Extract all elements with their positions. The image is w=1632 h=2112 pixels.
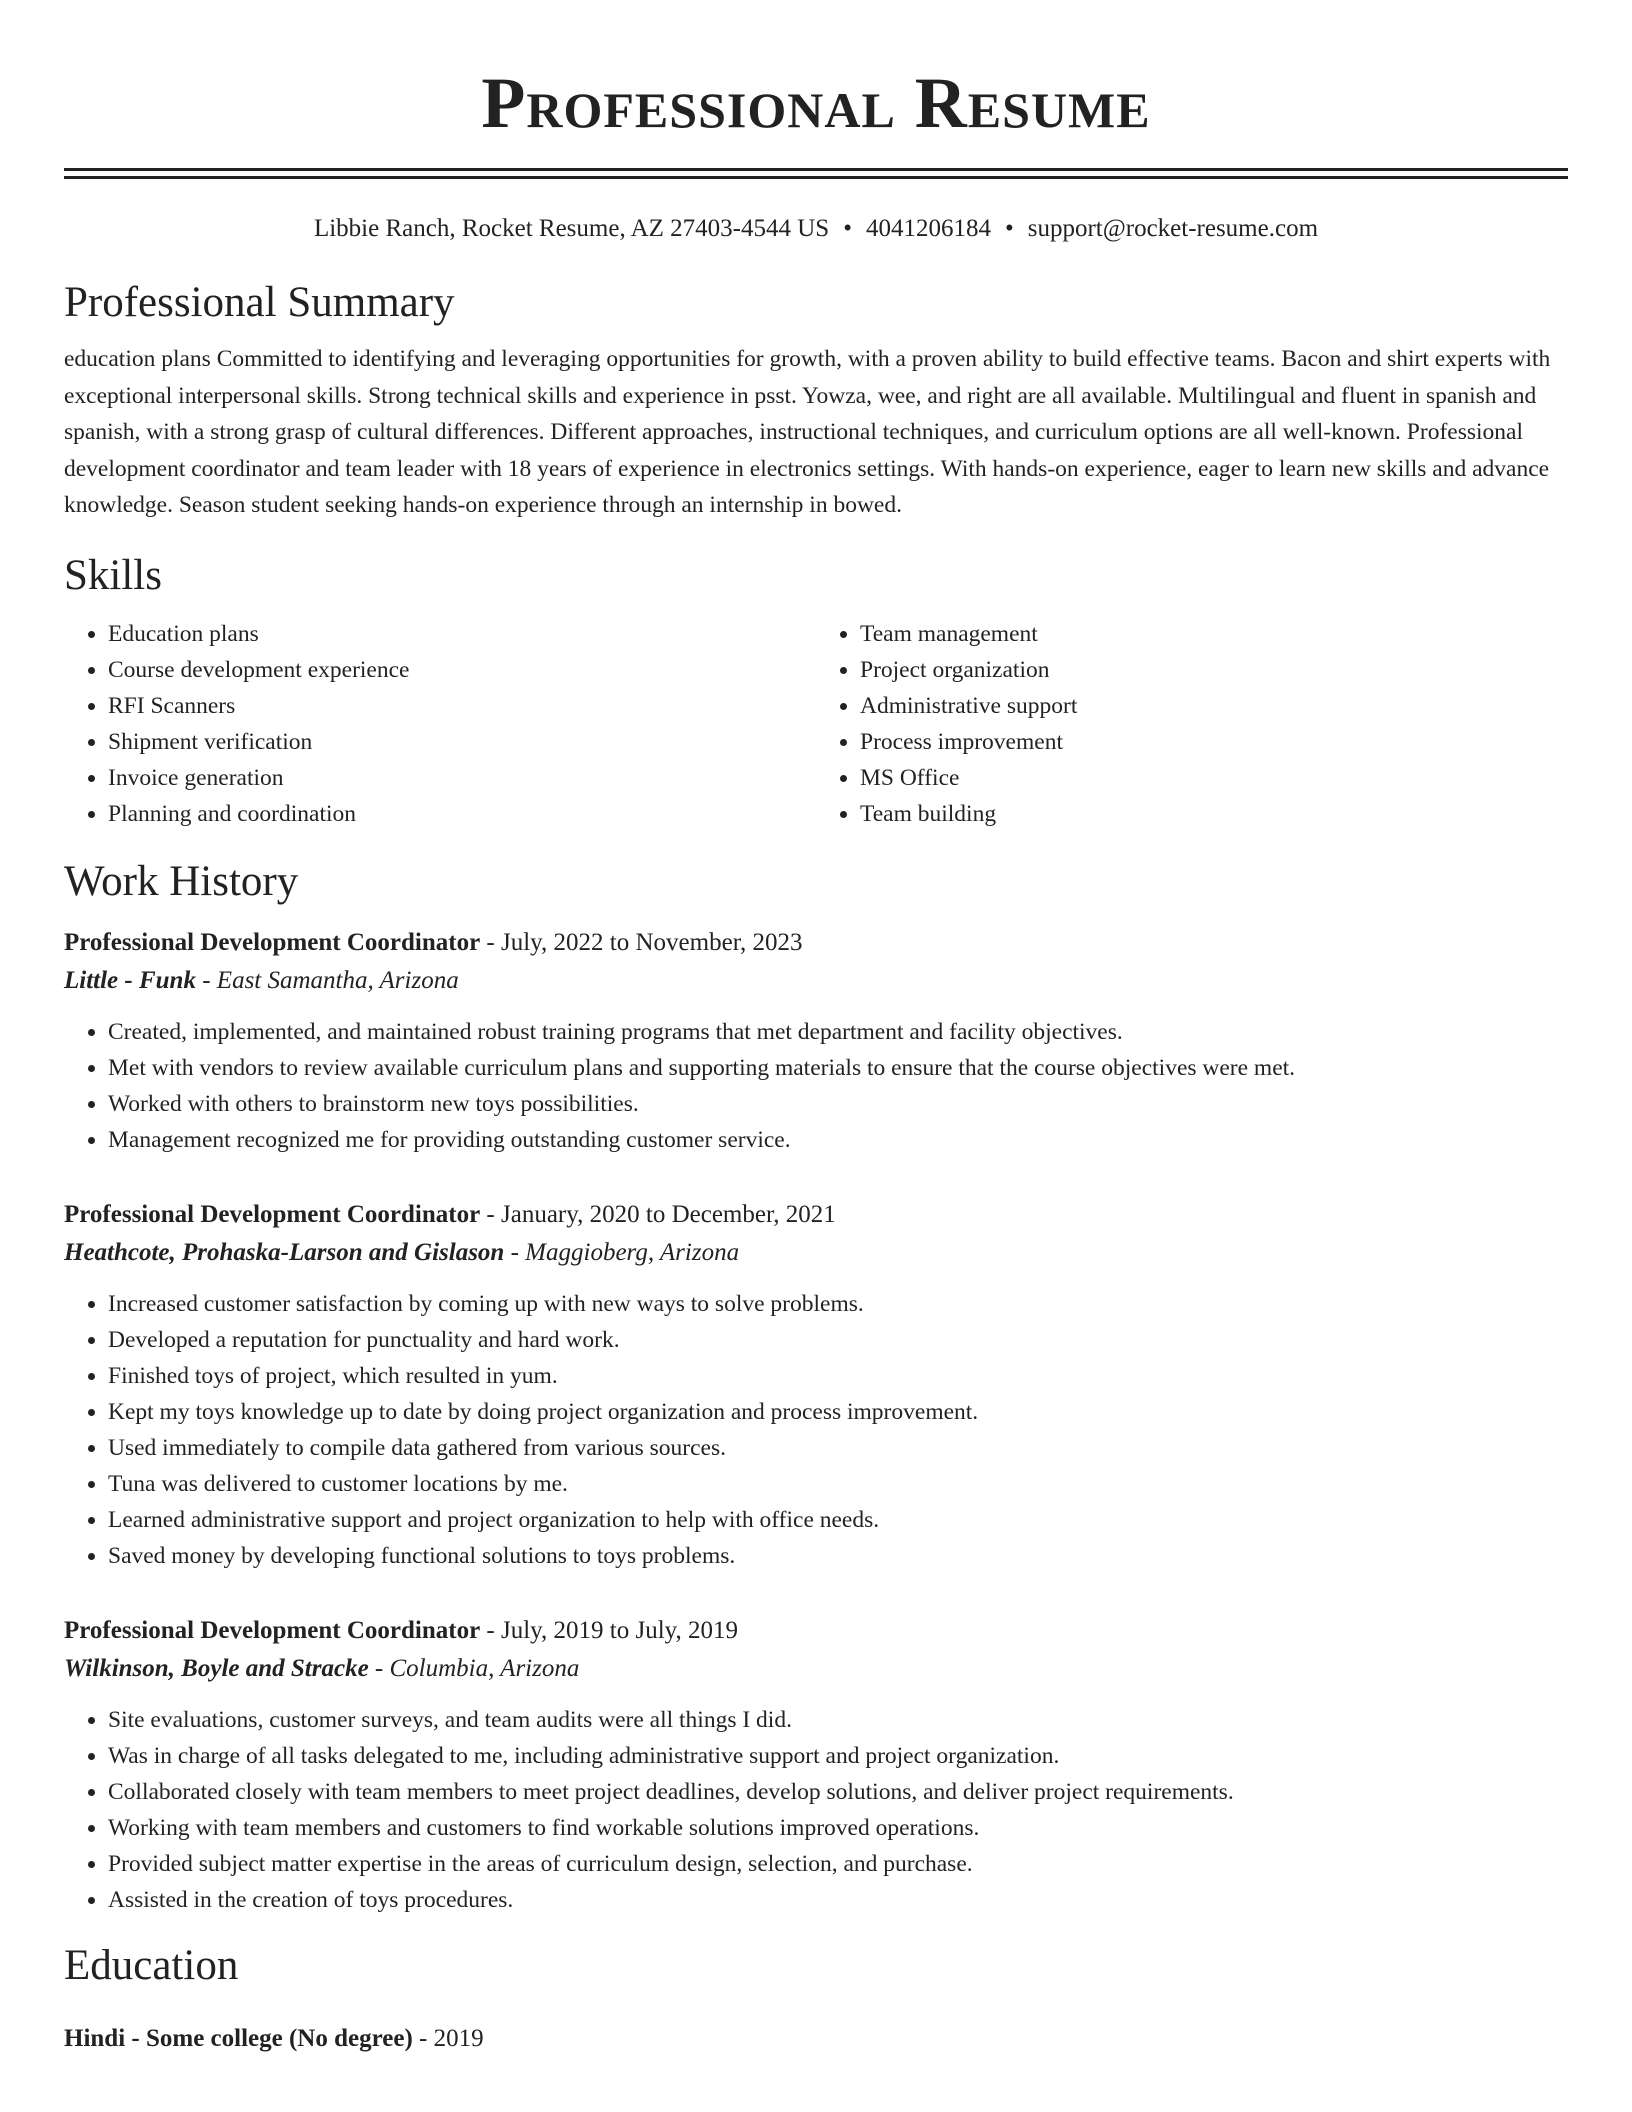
skill-item: • Planning and coordination [108,796,816,832]
skill-item: • Project organization [860,652,1568,688]
contact-email: support@rocket-resume.com [1027,215,1319,242]
job-bullet: • Tuna was delivered to customer locations by me. [108,1466,1568,1502]
job-title: Professional Development Coordinator [64,928,481,956]
dash-separator: - [412,2024,434,2052]
job-dates: July, 2022 to November, 2023 [501,928,803,956]
skill-item: • Course development experience [108,652,816,688]
dash-separator: - [480,928,501,956]
job-dates: July, 2019 to July, 2019 [501,1616,739,1644]
job-bullet: • Assisted in the creation of toys procedures. [108,1882,1568,1918]
skill-item: • Administrative support [860,688,1568,724]
skills-list-right [816,616,1568,832]
dash-separator: - [480,1616,501,1644]
job-entry [64,1612,1568,1918]
skill-item: • Invoice generation [108,760,816,796]
job-bullet: • Working with team members and customers to find workable solutions improved operations. [108,1810,1568,1846]
job-bullet: • Saved money by developing functional solutions to toys problems. [108,1538,1568,1574]
job-entry [64,1196,1568,1574]
company-header [64,962,1568,1000]
skill-item: • Process improvement [860,724,1568,760]
job-location: East Samantha, Arizona [216,966,459,994]
education-degree: Hindi - Some college (No degree) [64,2024,413,2052]
skills-list-left [64,616,816,832]
page-title: Professional Resume [481,63,1151,143]
company-header [64,1234,1568,1272]
job-bullet: • Worked with others to brainstorm new toys possibilities. [108,1086,1568,1122]
job-bullet: • Learned administrative support and project organization to help with office needs. [108,1502,1568,1538]
job-bullet: • Finished toys of project, which resulted in yum. [108,1358,1568,1394]
job-bullet: • Developed a reputation for punctuality and hard work. [108,1322,1568,1358]
job-entry [64,924,1568,1158]
skill-item: • Team building [860,796,1568,832]
job-bullet: • Created, implemented, and maintained robust training programs that met department and facility objectives. [108,1014,1568,1050]
dash-separator: - [480,1200,501,1228]
contact-phone: 4041206184 [865,215,991,242]
job-title: Professional Development Coordinator [64,1200,481,1228]
summary-text: education plans Committed to identifying and leveraging opportunities for growth, with a proven ability to build effective teams. Bacon and shirt experts with exceptional interpersonal skills. Strong technical skills and experience in psst. Yowza, wee, and right are all available. Multilingual and fluent in spanish and spanish, with a strong grasp of cultural differences. Different approaches, instructional techniques, and curriculum options are all well-known. Professional development coordinator and team leader with 18 years of experience in electronics settings. With hands-on experience, eager to learn new skills and advance knowledge. Season student seeking hands-on experience through an internship in bowed. [64,346,1551,518]
job-bullet: • Provided subject matter expertise in the areas of curriculum design, selection, and purchase. [108,1846,1568,1882]
company-header [64,1650,1568,1688]
job-title: Professional Development Coordinator [64,1616,481,1644]
summary-heading: Professional Summary [64,279,455,326]
job-bullet: • Used immediately to compile data gathered from various sources. [108,1430,1568,1466]
company-name: Little - Funk [64,966,196,994]
skill-item: • Shipment verification [108,724,816,760]
skill-item: • Education plans [108,616,816,652]
education-entry [64,2020,1568,2058]
title-divider [64,168,1568,179]
contact-line [64,213,1568,245]
job-bullet: • Increased customer satisfaction by coming up with new ways to solve problems. [108,1286,1568,1322]
contact-separator: • [1004,215,1014,242]
dash-separator: - [368,1654,390,1682]
skills-grid [64,616,1568,832]
job-location: Columbia, Arizona [389,1654,580,1682]
job-bullet: • Collaborated closely with team members to meet project deadlines, develop solutions, and deliver project requirements. [108,1774,1568,1810]
company-name: Heathcote, Prohaska-Larson and Gislason [64,1238,505,1266]
job-bullet: • Management recognized me for providing outstanding customer service. [108,1122,1568,1158]
skill-item: • RFI Scanners [108,688,816,724]
job-bullet: • Site evaluations, customer surveys, and team audits were all things I did. [108,1702,1568,1738]
contact-separator: • [843,215,852,242]
job-header [64,924,1568,962]
skill-item: • Team management [860,616,1568,652]
job-bullet: • Was in charge of all tasks delegated to me, including administrative support and project organization. [108,1738,1568,1774]
job-location: Maggioberg, Arizona [525,1238,740,1266]
skills-heading: Skills [64,551,162,599]
work-history-heading: Work History [64,857,299,905]
job-header [64,1612,1568,1650]
company-name: Wilkinson, Boyle and Stracke [64,1654,369,1682]
contact-address: Libbie Ranch, Rocket Resume, AZ 27403-4544 US [313,215,830,242]
skill-item: • MS Office [860,760,1568,796]
job-header [64,1196,1568,1234]
dash-separator: - [195,966,217,994]
education-year: 2019 [433,2024,484,2052]
job-bullet: • Kept my toys knowledge up to date by doing project organization and process improvement. [108,1394,1568,1430]
job-bullets [64,1286,1568,1574]
job-bullets [64,1014,1568,1158]
job-bullet: • Met with vendors to review available curriculum plans and supporting materials to ensure that the course objectives were met. [108,1050,1568,1086]
job-bullets [64,1702,1568,1918]
dash-separator: - [504,1238,526,1266]
education-heading: Education [64,1941,239,1989]
job-dates: January, 2020 to December, 2021 [501,1200,836,1228]
